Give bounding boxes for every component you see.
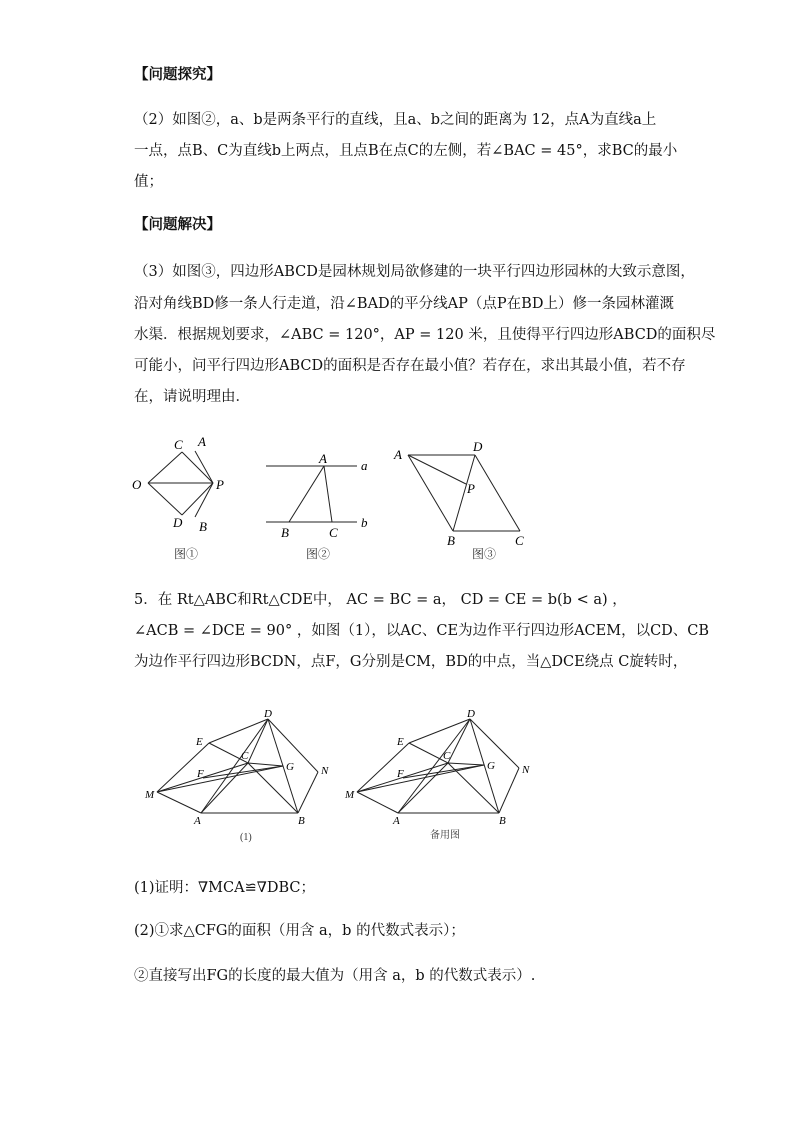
heading-problem-solving: 【问题解决】 bbox=[134, 216, 221, 233]
fig3-label-a: A bbox=[394, 447, 402, 462]
fig2-label-line-a: a bbox=[361, 458, 368, 473]
figB-caption: 备用图 bbox=[430, 830, 460, 841]
figB-label-f: F bbox=[397, 768, 404, 780]
figA-label-e: E bbox=[196, 736, 203, 748]
figures-top bbox=[120, 425, 550, 570]
figB-label-a: A bbox=[393, 815, 400, 827]
fig3-label-d: D bbox=[473, 439, 483, 454]
fig1-label-o: O bbox=[132, 477, 142, 492]
figB-label-c: C bbox=[443, 750, 451, 762]
figB-label-d: D bbox=[467, 708, 475, 720]
figA-label-a: A bbox=[194, 815, 201, 827]
fig2-label-c: C bbox=[329, 525, 338, 540]
fig2-label-a: A bbox=[319, 451, 327, 466]
figure-1-kite bbox=[148, 451, 213, 517]
fig1-label-d: D bbox=[173, 515, 183, 530]
q2-line-2: 一点，点B、C为直线b上两点，且点B在点C的左侧，若∠BAC = 45°，求BC的最小 bbox=[134, 143, 678, 159]
figB-label-e: E bbox=[397, 736, 404, 748]
figB-label-g: G bbox=[487, 760, 495, 772]
fig3-label-c: C bbox=[515, 533, 524, 548]
figA-label-d: D bbox=[264, 708, 272, 720]
problem5-line-2: ∠ACB = ∠DCE = 90° ，如图（1），以AC、CE为边作平行四边形ACEM，以CD、CB bbox=[134, 623, 710, 639]
question-2-1: (2)①求△CFG的面积（用含 a，b 的代数式表示）； bbox=[134, 923, 465, 939]
figB-label-b: B bbox=[499, 815, 506, 827]
problem5-line-1: 5．在 Rt△ABC和Rt△CDE中， AC = BC = a， CD = CE = b(b < a) ， bbox=[134, 592, 627, 608]
fig3-label-p: P bbox=[467, 481, 475, 496]
fig1-label-c: C bbox=[174, 437, 183, 452]
fig1-label-b: B bbox=[199, 519, 207, 534]
fig1-label-p: P bbox=[216, 477, 224, 492]
problem5-line-3: 为边作平行四边形BCDN，点F，G分别是CM，BD的中点，当△DCE绕点 C旋转时， bbox=[134, 654, 688, 670]
fig1-label-a: A bbox=[198, 434, 206, 449]
q3-line-1: （3）如图③，四边形ABCD是园林规划局欲修建的一块平行四边形园林的大致示意图， bbox=[134, 264, 695, 280]
fig2-label-line-b: b bbox=[361, 515, 368, 530]
figA-label-g: G bbox=[286, 761, 294, 773]
q2-line-3: 值； bbox=[134, 174, 163, 190]
fig1-caption: 图① bbox=[174, 547, 199, 561]
figures-bottom bbox=[130, 700, 550, 850]
fig2-caption: 图② bbox=[306, 547, 331, 561]
q3-line-5: 在，请说明理由． bbox=[134, 389, 250, 405]
figA-caption: (1) bbox=[240, 832, 252, 843]
fig2-label-b: B bbox=[281, 525, 289, 540]
figA-label-m: M bbox=[145, 789, 155, 801]
fig3-caption: 图③ bbox=[472, 547, 497, 561]
q3-line-2: 沿对角线BD修一条人行走道，沿∠BAD的平分线AP（点P在BD上）修一条园林灌溉 bbox=[134, 296, 674, 312]
figure-3-parallelogram bbox=[408, 455, 520, 531]
q3-line-3: 水渠．根据规划要求，∠ABC = 120°，AP = 120 米，且使得平行四边形ABCD的面积尽 bbox=[134, 327, 716, 343]
q3-line-4: 可能小，问平行四边形ABCD的面积是否存在最小值？若存在，求出其最小值，若不存 bbox=[134, 358, 686, 374]
figure-2-parallel-lines bbox=[266, 466, 357, 522]
figB-label-n: N bbox=[522, 764, 530, 776]
question-2-2: ②直接写出FG的长度的最大值为（用含 a，b 的代数式表示）. bbox=[134, 968, 536, 984]
figA-label-n: N bbox=[321, 765, 329, 777]
q2-line-1: （2）如图②，a、b是两条平行的直线，且a、b之间的距离为 12，点A为直线a上 bbox=[134, 112, 657, 128]
figA-label-b: B bbox=[298, 815, 305, 827]
question-1: (1)证明：∇MCA≌∇DBC； bbox=[134, 880, 315, 896]
figB-label-m: M bbox=[345, 789, 355, 801]
fig3-label-b: B bbox=[447, 533, 455, 548]
figA-label-c: C bbox=[241, 750, 249, 762]
heading-problem-exploration: 【问题探究】 bbox=[134, 66, 221, 83]
figA-label-f: F bbox=[197, 768, 204, 780]
